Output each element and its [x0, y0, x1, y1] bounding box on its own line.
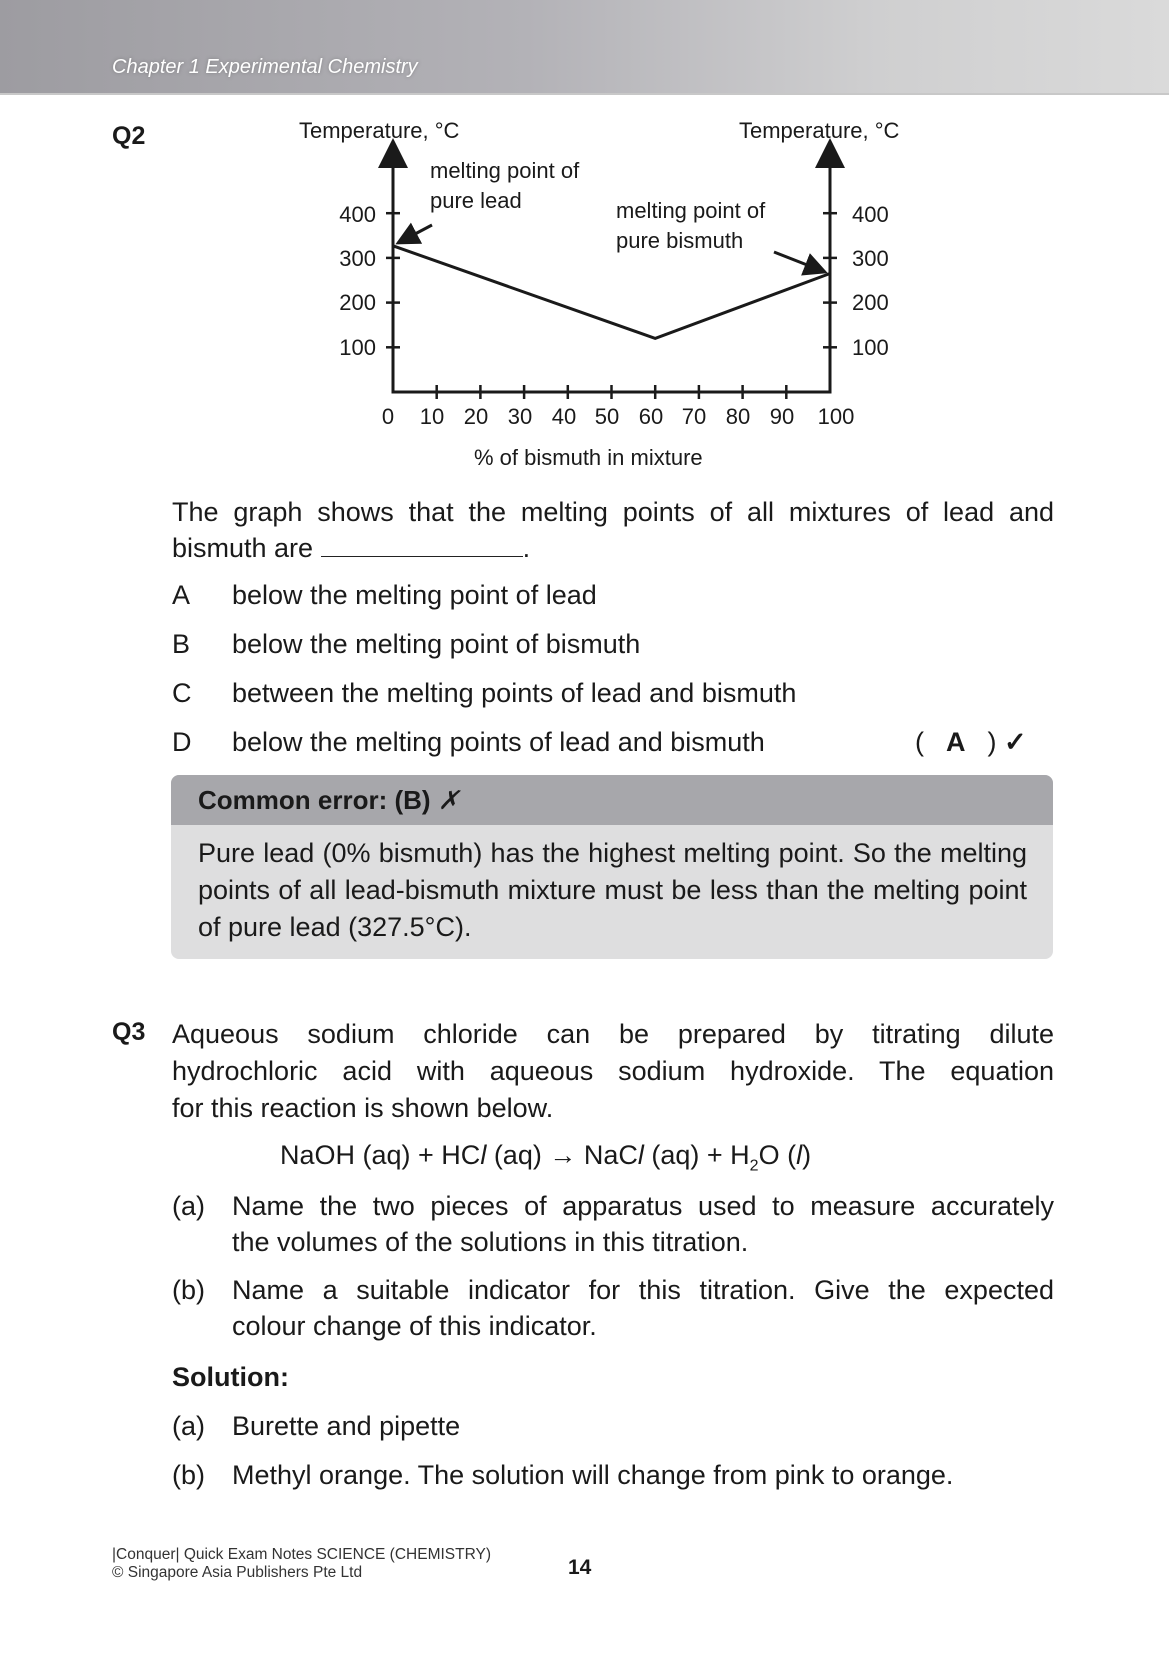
option-letter: D: [172, 727, 192, 757]
y-tick-right: 400: [852, 202, 889, 227]
eq-italic-l: l: [637, 1140, 644, 1170]
solution-text: Burette and pipette: [232, 1411, 461, 1441]
footer-copyright: © Singapore Asia Publishers Pte Ltd: [112, 1564, 363, 1581]
part-text-line2: colour change of this indicator.: [232, 1311, 597, 1341]
option-letter: A: [172, 580, 191, 610]
question-label-q3: Q3: [112, 1018, 146, 1046]
eq-part: ): [802, 1140, 812, 1170]
chapter-title: Chapter 1 Experimental Chemistry: [112, 56, 418, 78]
eq-part: (aq) + H: [643, 1140, 750, 1170]
eq-part: (aq) → NaC: [486, 1140, 638, 1170]
answer-letter: A: [946, 727, 966, 757]
part-text-line1: Name a suitable indicator for this titration. Give the expected: [232, 1275, 1054, 1305]
x-tick: 20: [463, 404, 489, 429]
x-tick: 0: [381, 404, 395, 429]
q3-stem-line3: for this reaction is shown below.: [172, 1093, 554, 1123]
common-error-box: [171, 775, 1053, 959]
option-text: between the melting points of lead and bismuth: [232, 678, 797, 708]
common-error-title: Common error: (B): [198, 785, 431, 815]
y-axis-label-right: Temperature, °C: [739, 118, 900, 143]
eq-part: NaOH (aq) + HC: [280, 1140, 481, 1170]
y-tick-right: 300: [852, 246, 889, 271]
q2-stem-end: .: [522, 533, 531, 563]
checkmark-icon: ✓: [1004, 727, 1027, 757]
footer-book-title: |Conquer| Quick Exam Notes SCIENCE (CHEMISTRY): [112, 1546, 492, 1563]
y-tick-left: 100: [339, 335, 376, 360]
q3-stem-line2: hydrochloric acid with aqueous sodium hydroxide. The equation: [172, 1056, 1054, 1086]
x-tick: 90: [769, 404, 795, 429]
y-tick-left: 300: [339, 246, 376, 271]
x-tick: 30: [507, 404, 533, 429]
annotation-lead-line2: pure lead: [430, 188, 522, 213]
y-axis-label-left: Temperature, °C: [299, 118, 460, 143]
footer: [112, 1546, 491, 1582]
y-tick-left: 200: [339, 290, 376, 315]
x-tick: 80: [725, 404, 751, 429]
chemical-equation: [280, 1140, 811, 1175]
x-tick: 10: [419, 404, 445, 429]
page-number: 14: [568, 1556, 592, 1579]
eq-subscript: 2: [749, 1157, 759, 1175]
x-tick: 40: [551, 404, 577, 429]
x-tick: 70: [681, 404, 707, 429]
bismuth-annotation-arrow: [774, 252, 825, 272]
option-letter: C: [172, 678, 192, 708]
answer-indicator: [915, 727, 1027, 758]
answer-paren-open: (: [915, 727, 924, 757]
common-error-header: [171, 775, 1053, 825]
part-text-line2: the volumes of the solutions in this titration.: [232, 1227, 749, 1257]
annotation-lead-line1: melting point of: [430, 158, 580, 183]
x-axis-label: % of bismuth in mixture: [474, 445, 703, 470]
y-tick-right: 200: [852, 290, 889, 315]
option-text: below the melting point of bismuth: [232, 629, 641, 659]
q2-stem-line1: The graph shows that the melting points of all mixtures of lead and: [172, 497, 1054, 527]
x-tick: 100: [817, 404, 855, 429]
solution-title: Solution:: [172, 1362, 289, 1392]
answer-blank: [321, 535, 523, 557]
eq-italic-l: l: [796, 1140, 803, 1170]
option-letter: B: [172, 629, 191, 659]
cross-icon: ✗: [437, 785, 460, 815]
solution-text: Methyl orange. The solution will change from pink to orange.: [232, 1460, 954, 1490]
question-label-q2: Q2: [112, 122, 146, 150]
part-label: (a): [172, 1191, 205, 1221]
answer-paren-close: ): [987, 727, 997, 757]
part-label: (b): [172, 1275, 205, 1305]
option-text: below the melting points of lead and bismuth: [232, 727, 765, 757]
part-text-line1: Name the two pieces of apparatus used to measure accurately: [232, 1191, 1054, 1221]
x-tick: 50: [594, 404, 620, 429]
y-tick-right: 100: [852, 335, 889, 360]
chapter-header: [0, 0, 1169, 95]
annotation-bismuth-line1: melting point of: [616, 198, 766, 223]
lead-annotation-arrow: [398, 225, 432, 243]
common-error-explanation: Pure lead (0% bismuth) has the highest melting point. So the melting points of all lead-bismuth mixture must be less than the melting point of pure lead (327.5°C).: [198, 838, 1027, 942]
eq-part: O (: [758, 1140, 797, 1170]
q3-stem-line1: Aqueous sodium chloride can be prepared by titrating dilute: [172, 1019, 1054, 1049]
annotation-bismuth-line2: pure bismuth: [616, 228, 744, 253]
option-text: below the melting point of lead: [232, 580, 597, 610]
x-tick: 60: [638, 404, 664, 429]
y-tick-left: 400: [339, 202, 376, 227]
solution-label: (a): [172, 1411, 205, 1441]
q2-stem-text: bismuth are: [172, 533, 314, 563]
q2-stem-line2: [172, 530, 530, 566]
eq-italic-l: l: [480, 1140, 487, 1170]
melting-point-line: [393, 246, 830, 339]
melting-point-chart: [280, 115, 920, 475]
solution-label: (b): [172, 1460, 205, 1490]
